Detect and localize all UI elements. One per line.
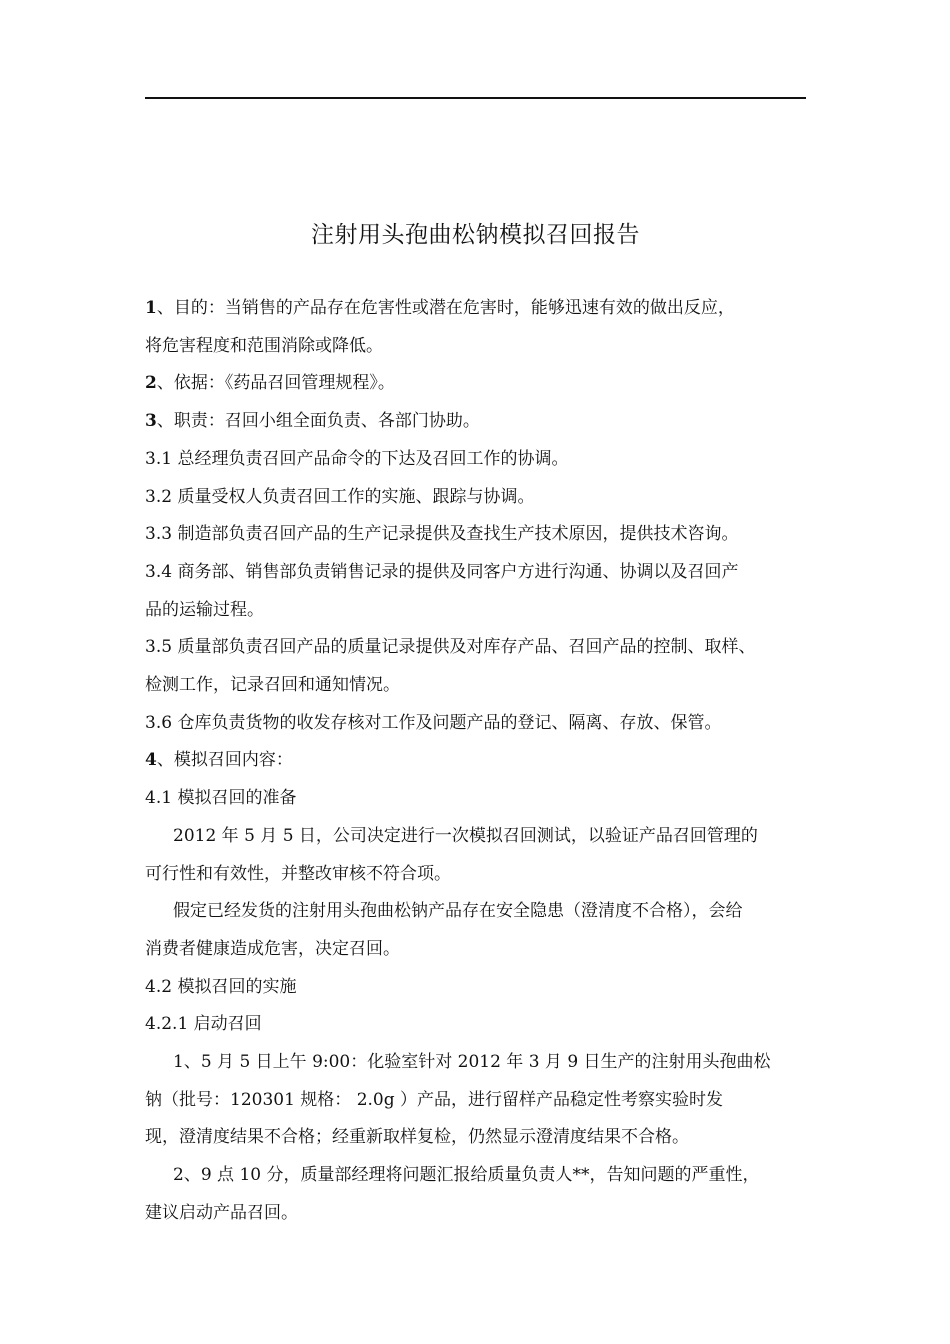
text-line: [145, 742, 808, 780]
text-line: [145, 931, 808, 969]
text-line: [145, 969, 808, 1007]
line-text: 、依据：《药品召回管理规程》。: [156, 373, 395, 394]
line-text: 2012 年 5 月 5 日，公司决定进行一次模拟召回测试，以验证产品召回管理的: [173, 825, 758, 846]
text-line: [145, 290, 808, 328]
text-line: [145, 780, 808, 818]
line-text: 3.4 商务部、销售部负责销售记录的提供及同客户方进行沟通、协调以及召回产: [145, 561, 739, 582]
line-text: 、模拟召回内容：: [156, 750, 293, 771]
line-text: 3.5 质量部负责召回产品的质量记录提供及对库存产品、召回产品的控制、取样、: [145, 637, 756, 658]
line-text: 4.2 模拟召回的实施: [145, 976, 297, 997]
line-text: 、目的：当销售的产品存在危害性或潜在危害时，能够迅速有效的做出反应，: [156, 298, 735, 318]
text-line: [145, 554, 808, 592]
section-number: 2: [145, 373, 157, 394]
line-text: 、职责：召回小组全面负责、各部门协助。: [156, 411, 480, 432]
text-line: [145, 479, 808, 517]
text-line: [145, 705, 808, 743]
header-rule: [145, 97, 806, 99]
line-text: 可行性和有效性，并整改审核不符合项。: [145, 863, 451, 884]
text-line: [145, 1195, 808, 1233]
text-line: [145, 667, 808, 705]
line-text: 3.2 质量受权人负责召回工作的实施、跟踪与协调。: [145, 486, 535, 507]
text-line: [145, 328, 808, 366]
line-text: 现，澄清度结果不合格；经重新取样复检，仍然显示澄清度结果不合格。: [145, 1127, 689, 1148]
line-text: 3.1 总经理负责召回产品命令的下达及召回工作的协调。: [145, 448, 569, 469]
text-line: [145, 818, 808, 856]
section-number: 4: [145, 750, 157, 771]
text-line: [145, 856, 808, 894]
line-text: 建议启动产品召回。: [145, 1202, 298, 1223]
line-text: 品的运输过程。: [145, 599, 264, 620]
line-text: 将危害程度和范围消除或降低。: [145, 335, 383, 356]
line-text: 检测工作，记录召回和通知情况。: [145, 675, 400, 696]
section-number: 3: [145, 411, 157, 432]
document-body: [145, 290, 808, 1233]
document-title: 注射用头孢曲松钠模拟召回报告: [311, 222, 640, 248]
section-number: 1: [145, 298, 157, 318]
text-line: [145, 365, 808, 403]
text-line: [145, 592, 808, 630]
line-text: 3.6 仓库负责货物的收发存核对工作及问题产品的登记、隔离、存放、保管。: [145, 712, 722, 733]
text-line: [145, 1044, 808, 1082]
line-text: 3.3 制造部负责召回产品的生产记录提供及查找生产技术原因，提供技术咨询。: [145, 524, 739, 545]
text-line: [145, 629, 808, 667]
text-line: [145, 403, 808, 441]
text-line: [145, 893, 808, 931]
line-text: 1、5 月 5 日上午 9:00：化验室针对 2012 年 3 月 9 日生产的注射用头孢曲松: [173, 1052, 771, 1073]
line-text: 假定已经发货的注射用头孢曲松钠产品存在安全隐患（澄清度不合格），会给: [173, 901, 743, 922]
line-text: 4.1 模拟召回的准备: [145, 788, 297, 809]
text-line: [145, 516, 808, 554]
text-line: [145, 441, 808, 479]
line-text: 消费者健康造成危害，决定召回。: [145, 938, 400, 959]
line-text: 4.2.1 启动召回: [145, 1014, 262, 1035]
line-text: 钠（批号：120301 规格： 2.0g ）产品，进行留样产品稳定性考察实验时发: [145, 1089, 724, 1110]
line-text: 2、9 点 10 分，质量部经理将问题汇报给质量负责人**，告知问题的严重性，: [173, 1165, 760, 1186]
text-line: [145, 1119, 808, 1157]
text-line: [145, 1006, 808, 1044]
text-line: [145, 1157, 808, 1195]
text-line: [145, 1082, 808, 1120]
